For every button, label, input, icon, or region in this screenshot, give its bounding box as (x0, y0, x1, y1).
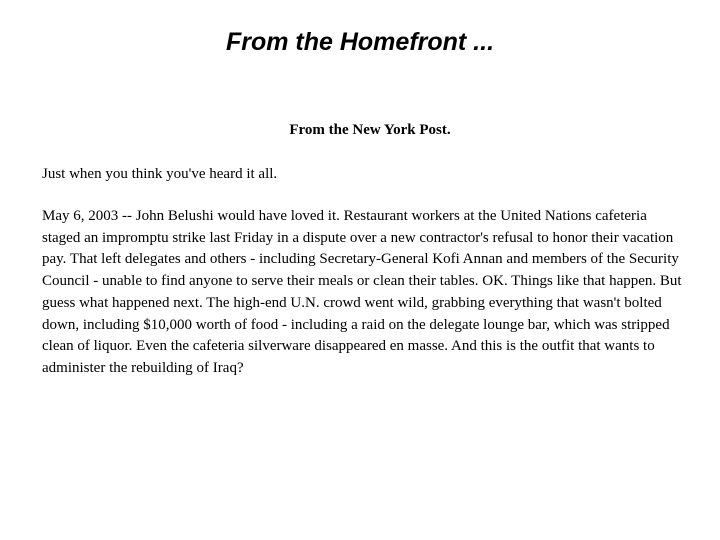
intro-line: Just when you think you've heard it all. (42, 166, 278, 182)
slide-title: From the Homefront ... (225, 28, 495, 56)
source-line: From the New York Post. (289, 122, 451, 138)
body-paragraph: May 6, 2003 -- John Belushi would have loved it. Restaurant workers at the United Nations cafeteria staged an impromptu strike last Friday in a dispute over a new contractor's refusal to honor their vacation pay. That left delegates and others - including Secretary-General Kofi Annan and members of the Security Council - unable to find anyone to serve their meals or clean their tables. OK. Things like that happen. But guess what happened next. The high-end U.N. crowd went wild, grabbing everything that wasn't bolted down, including $10,000 worth of food - including a raid on the delegate lounge bar, which was stripped clean of liquor. Even the cafeteria silverware disappeared en masse. And this is the outfit that wants to administer the rebuilding of Iraq? (42, 208, 682, 376)
